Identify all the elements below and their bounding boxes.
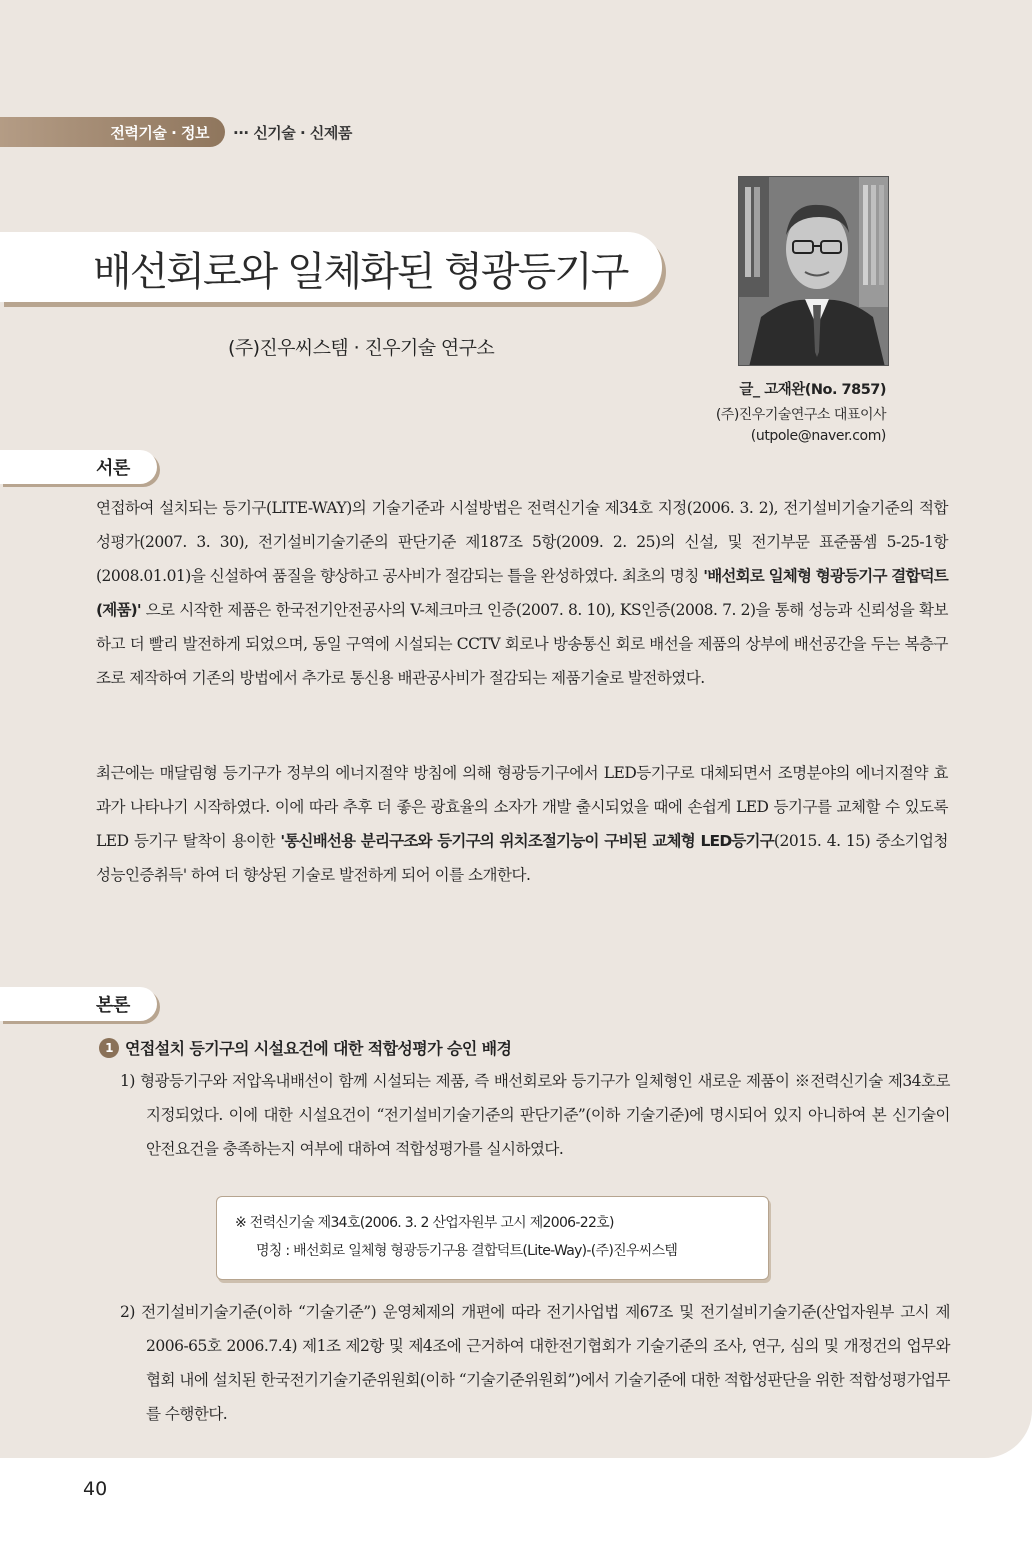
body-heading: 본론 xyxy=(96,995,130,1016)
list-item-1 xyxy=(120,1064,950,1166)
author-email: (utpole@naver.com) xyxy=(750,428,886,444)
intro-paragraph-2 xyxy=(96,756,948,892)
author-position: (주)진우기술연구소 대표이사 xyxy=(715,407,886,423)
subsection-1-heading xyxy=(99,1036,511,1059)
subsection-number-badge: 1 xyxy=(99,1038,119,1058)
author-photo xyxy=(738,176,889,366)
intro-p1-bold: '배선회로 일체형 형광등기구 결합덕트(제품)' xyxy=(96,567,948,619)
intro-heading: 서론 xyxy=(96,458,130,479)
intro-p1-text-b: 으로 시작한 제품은 한국전기안전공사의 V-체크마크 인증(2007. 8. 10), KS인증(2008. 7. 2)을 통해 성능과 신뢰성을 확보하고 더 빨리 발전하게 되었으며, 동일 구역에 시설되는 CCTV 회로나 방송통신 회로 배선을 제품의 상부에 배선공간을 두는 복층구조로 제작하여 기존의 방법에서 추가로 통신용 배관공사비가 절감되는 제품기술로 발전하였다. xyxy=(96,601,948,687)
author-name: 글_ 고재완(No. 7857) xyxy=(739,382,886,398)
intro-p2-text-b: (2015. 4. 15) 중소기업청 성능인증취득' 하여 더 향상된 기술로 발전하게 되어 이를 소개한다. xyxy=(96,832,948,884)
note-box xyxy=(216,1196,769,1280)
list-item-2 xyxy=(120,1295,950,1431)
intro-heading-tab xyxy=(0,450,157,484)
author-portrait-image xyxy=(739,177,889,366)
article-title: 배선회로와 일체화된 형광등기구 xyxy=(93,249,628,295)
intro-p2-bold: '통신배선용 분리구조와 등기구의 위치조절기능이 구비된 교체형 LED등기구 xyxy=(280,832,774,850)
article-subtitle: (주)진우씨스템 · 진우기술 연구소 xyxy=(228,337,495,359)
note-line-1: ※ 전력신기술 제34호(2006. 3. 2 산업자원부 고시 제2006-22호) xyxy=(235,1215,614,1231)
body-heading-tab xyxy=(0,987,157,1021)
subcategory-label: ··· 신기술 · 신제품 xyxy=(233,124,352,142)
subsection-1-title: 연접설치 등기구의 시설요건에 대한 적합성평가 승인 배경 xyxy=(125,1039,512,1058)
page-number: 40 xyxy=(83,1478,108,1500)
intro-p1-text-a: 연접하여 설치되는 등기구(LITE-WAY)의 기술기준과 시설방법은 전력신기술 제34호 지정(2006. 3. 2), 전기설비기술기준의 적합성평가(2007. 3. 30), 전기설비기술기준의 판단기준 제187조 5항(2009. 2. 25)의 신설, 및 전기부문 표준품셈 5-25-1항(2008.01.01)을 신설하여 품질을 향상하고 공사비가 절감되는 틀을 완성하였다. 최초의 명칭 xyxy=(96,499,948,585)
category-tag xyxy=(0,117,225,147)
category-label: 전력기술 · 정보 xyxy=(110,123,209,142)
intro-paragraph-1 xyxy=(96,491,948,695)
list-item-1-text: 1) 형광등기구와 저압옥내배선이 함께 시설되는 제품, 즉 배선회로와 등기구가 일체형인 새로운 제품이 ※전력신기술 제34호로 지정되었다. 이에 대한 시설요건이 “전기설비기술기준의 판단기준”(이하 기술기준)에 명시되어 있지 아니하여 본 신기술이 안전요건을 충족하는지 여부에 대하여 적합성평가를 실시하였다. xyxy=(120,1072,950,1158)
note-line-2: 명칭 : 배선회로 일체형 형광등기구용 결합덕트(Lite-Way)-(주)진우씨스템 xyxy=(256,1243,678,1259)
list-item-2-text: 2) 전기설비기술기준(이하 “기술기준”) 운영체제의 개편에 따라 전기사업법 제67조 및 전기설비기술기준(산업자원부 고시 제2006-65호 2006.7.4) 제1조 제2항 및 제4조에 근거하여 대한전기협회가 기술기준의 조사, 연구, 심의 및 개정건의 업무와 협회 내에 설치된 한국전기기술기준위원회(이하 “기술기준위원회”)에서 기술기준에 대한 적합성판단을 위한 적합성평가업무를 수행한다. xyxy=(120,1303,950,1423)
intro-p2-text-a: 최근에는 매달림형 등기구가 정부의 에너지절약 방침에 의해 형광등기구에서 LED등기구로 대체되면서 조명분야의 에너지절약 효과가 나타나기 시작하였다. 이에 따라 추후 더 좋은 광효율의 소자가 개발 출시되었을 때에 손쉽게 LED 등기구를 교체할 수 있도록 LED 등기구 탈착이 용이한 xyxy=(96,764,948,850)
